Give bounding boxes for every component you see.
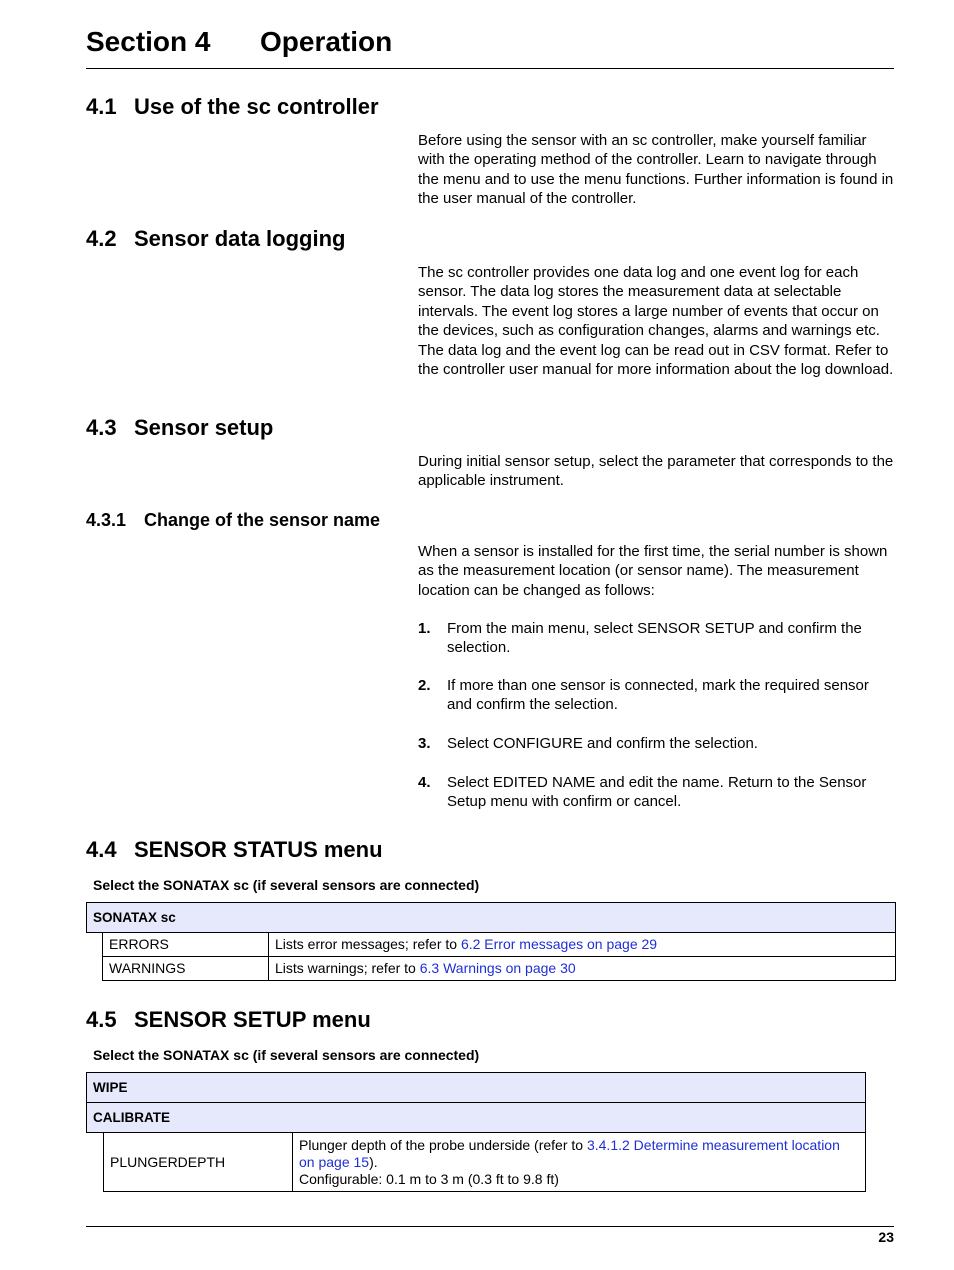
cross-reference-link[interactable]: 6.2 Error messages on page 29 xyxy=(460,936,658,952)
desc-text: Lists warnings; refer to xyxy=(275,960,420,976)
menu-desc-cell xyxy=(293,1133,866,1192)
config-text: Configurable: 0.1 m to 3 m (0.3 ft to 9.8 ft) xyxy=(299,1170,559,1187)
table-caption: Select the SONATAX sc (if several sensors are connected) xyxy=(93,877,480,893)
section-number: Section 4 xyxy=(86,26,211,57)
paragraph-4-1: Before using the sensor with an sc controller, make yourself familiar with the operating method of the controller. Learn to navigate through the menu and to use the menu functions. Further information is found in the user manual of the controller. xyxy=(418,132,894,208)
step-item xyxy=(418,734,896,753)
menu-desc-cell xyxy=(269,933,896,957)
heading-4-1 xyxy=(86,94,379,120)
heading-number: 4.4 xyxy=(86,837,117,862)
heading-text: Sensor data logging xyxy=(134,226,346,251)
heading-text: Use of the sc controller xyxy=(134,94,379,119)
step-number: 3. xyxy=(418,735,431,752)
heading-4-4 xyxy=(86,837,383,863)
heading-text: Sensor setup xyxy=(134,415,274,440)
heading-number: 4.2 xyxy=(86,226,117,251)
section-title-text: Operation xyxy=(260,26,393,57)
table-header-cell: SONATAX sc xyxy=(87,903,896,933)
menu-name-cell: WARNINGS xyxy=(103,957,269,981)
desc-text: ). xyxy=(369,1153,378,1170)
cross-reference-link[interactable]: 3.4.1.2 Determine measurement location on page 15 xyxy=(299,1136,840,1170)
heading-4-3-1 xyxy=(86,509,380,531)
step-item xyxy=(418,619,896,658)
heading-number: 4.3.1 xyxy=(86,510,127,530)
step-text: Select EDITED NAME and edit the name. Return to the Sensor Setup menu with confirm or cancel. xyxy=(447,774,867,811)
heading-text: Change of the sensor name xyxy=(144,510,381,530)
indent-cell xyxy=(87,957,103,981)
table-row xyxy=(87,957,896,981)
heading-text: SENSOR STATUS menu xyxy=(134,837,383,862)
step-number: 2. xyxy=(418,677,431,694)
heading-4-5 xyxy=(86,1007,371,1033)
menu-name-cell: PLUNGERDEPTH xyxy=(104,1133,293,1192)
heading-4-2 xyxy=(86,226,345,252)
paragraph-4-3-1: When a sensor is installed for the first time, the serial number is shown as the measurement location (or sensor name). The measurement location can be changed as follows: xyxy=(418,543,888,599)
indent-cell xyxy=(87,933,103,957)
heading-number: 4.5 xyxy=(86,1007,117,1032)
desc-text: Plunger depth of the probe underside (refer to xyxy=(299,1136,587,1153)
cross-reference-link[interactable]: 6.3 Warnings on page 30 xyxy=(419,960,576,976)
step-item xyxy=(418,676,896,715)
step-number: 4. xyxy=(418,774,431,791)
menu-name-cell: ERRORS xyxy=(103,933,269,957)
footer-rule xyxy=(86,1226,894,1227)
step-text: From the main menu, select SENSOR SETUP and confirm the selection. xyxy=(447,620,862,657)
wipe-row: WIPE xyxy=(87,1073,866,1103)
page-number: 23 xyxy=(878,1229,894,1245)
table-header-row xyxy=(87,1073,866,1103)
heading-number: 4.3 xyxy=(86,415,117,440)
table-caption: Select the SONATAX sc (if several sensors are connected) xyxy=(93,1047,480,1063)
section-title xyxy=(86,24,392,60)
table-row xyxy=(87,1133,866,1192)
sensor-status-table xyxy=(86,902,896,981)
heading-text: SENSOR SETUP menu xyxy=(134,1007,371,1032)
step-text: If more than one sensor is connected, mark the required sensor and confirm the selection. xyxy=(447,677,869,714)
heading-4-3 xyxy=(86,415,273,441)
paragraph-4-3: During initial sensor setup, select the parameter that corresponds to the applicable instrument. xyxy=(418,453,894,490)
heading-number: 4.1 xyxy=(86,94,117,119)
indent-cell xyxy=(87,1133,104,1192)
menu-desc-cell xyxy=(269,957,896,981)
step-text: Select CONFIGURE and confirm the selection. xyxy=(447,735,758,752)
table-header-row xyxy=(87,903,896,933)
sensor-setup-table xyxy=(86,1072,866,1192)
header-rule xyxy=(86,68,894,69)
table-header-row xyxy=(87,1103,866,1133)
table-row xyxy=(87,933,896,957)
step-item xyxy=(418,773,896,812)
desc-text: Lists error messages; refer to xyxy=(275,936,461,952)
paragraph-4-2: The sc controller provides one data log and one event log for each sensor. The data log stores the measurement data at selectable intervals. The event log stores a large number of events that occur on the devices, such as configuration changes, alarms and warnings etc. The data log and the event log can be read out in CSV format. Refer to the controller user manual for more information about the log download. xyxy=(418,264,894,379)
step-number: 1. xyxy=(418,620,431,637)
calibrate-row: CALIBRATE xyxy=(87,1103,866,1133)
